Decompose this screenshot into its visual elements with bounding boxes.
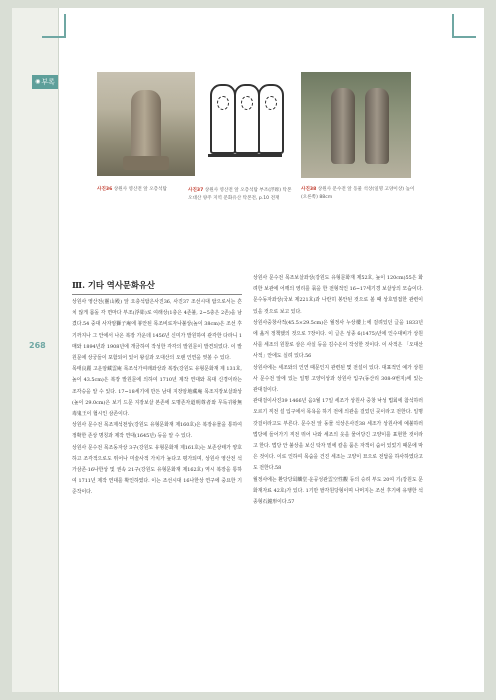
caption-sub: 높이(오른쪽) 88cm [301, 187, 415, 200]
caption-text: 상원사 영산전 앞 오층석탑 [113, 187, 167, 192]
section-tab-label: 부록 [41, 78, 55, 86]
paragraph: 상원사에는 세조와의 인연 때문인지 관련된 몇 전설이 있다. 대표적인 예가 상원사 문수전 앞에 있는 일명 고양이상과 상원사 입구(동산리 308-9번지)에 있는 관대걸이다. [253, 364, 423, 394]
paragraph: 상원사 문수전 목조동자상 3구(강원도 유형문화재 제161호)는 보존상태가 양호하고 조각적으로도 뛰어나 미술사적 가치가 높다고 평가되며, 상원사 영산전 석가삼존·16나한상 및 권속 21구(강원도 유형문화재 제162호) 역시 복장을 통하여 1711년 제작 연대를 확인하였다. 이는 조선시대 16나한상 연구에 중요한 기준작이다. [72, 444, 242, 496]
caption-label: 사진36 [97, 187, 113, 192]
caption-text: 상원사 영산전 앞 오층석탑 부조(浮彫) 탁본 [204, 188, 292, 193]
photo-rubbing [206, 78, 284, 162]
caption-label: 사진38 [301, 187, 317, 192]
caption-photo-36 [97, 186, 195, 194]
photo-stone-pagoda [97, 72, 195, 176]
paragraph: 상원사 영산전(靈山殿) 앞 오층석탑은사진36, 사진37 조선시대 탑으로서는 흔치 않게 몸돌 각 면마다 부조(浮彫)로 여래상(1층은 4존불, 2~5층은 2존)을 남겼다.54 중대 사자암獅子庵에 봉안된 목조비로자나불상(높이 38cm)은 조선 후기까지나 그 안에서 나온 복장 가운데 1456년 신미가 발원하여 관각한 다라니 1매와 1894년과 1908년에 개금하여 작성한 각각의 발원문이 발견되었다. 이 발원문에 상궁들이 포함되어 있어 왕실과 오대산의 오랜 인연을 엿볼 수 있다. [72, 299, 242, 362]
animal-statue [331, 88, 355, 164]
paragraph: 상원사중창사적(45.5×29.5cm)은 월정사 누상樓上에 걸려있던 글을 1833년에 옮겨 정책했의 것으로 7장이다. 이 글은 성종 6(1475)년에 인수대비가 상원사를 세조의 원찰로 삼은 사실 등을 김수온이 작성한 것이다. 이 사적은 「오대산사적」안에도 실려 있다.56 [253, 319, 424, 360]
body-column-right [253, 273, 423, 508]
circle-dot-icon: ◉ [35, 78, 41, 85]
paragraph: 관대걸이사진39 1466년 음3월 17일 세조가 상원사 중창 낙성 법회에 참석하러 오르기 직전 설 입구에서 목욕을 하기 전에 의관을 걸었던 곳이라고 전한다. 일명 갓걸이라고도 부른다. 문수전 앞 동물 석상은사진38 세조가 상원사에 예불하러 법당에 들어가기 직전 뛰어 나와 세조의 옷을 물어당긴 고양이를 표현한 것이라고 한다. 법당 안 불상을 보신 탁자 밑에 칼을 품은 자객이 숨어 있었기 때문에 막은 것이다. 이로 인하여 목숨을 건진 세조는 고양이 묘으로 전답을 하사하였다고도 전한다.58 [253, 398, 423, 472]
pagoda-body [131, 90, 161, 162]
caption-photo-38 [301, 186, 419, 202]
paragraph: 목태良麗 고운암藏雲庵 목조석가여래좌상과 복장(강원도 유형문화재 제 131호, 높이 43.5cm)은 복장 발원문에 의하여 1710년 제작 연대와 목대 신경이라는 조각승을 알 수 있다. 17~18세기에 만든 남대 지장암地藏庵 목조지장보살좌상(높이 29.0cm)은 보기 드문 지장보살 본존에 도명존자道明尊者와 무독귀왕無毒鬼王이 협시인 삼존이다. [72, 366, 242, 418]
crop-mark-top-right [452, 14, 476, 38]
rubbing-figure [258, 84, 284, 154]
rubbing-figure [210, 84, 236, 154]
paragraph: 상원사 문수전 목조제석천상(강원도 유형문화재 제160호)은 복장유물을 통하여 정확한 존상 명칭과 제작 연대(1645년) 등을 알 수 있다. [72, 422, 242, 440]
margin-rule [58, 8, 59, 692]
paragraph: 상원사 문수전 목조보살좌상(강원도 유형문화재 제52호, 높이 120cm)55은 화려한 보관에 어깨의 영리를 묶을 한 전형적인 16~17세기경 보살상의 모습이다. 문수동자좌상(국보 제221호)과 나란히 봉안된 것으로 볼 때 상호밀접한 관련이 있을 것으로 보고 있다. [253, 275, 423, 315]
paragraph: 월정사에는 환당당회麟堂·운공성관雲空性觀 등의 승려 부도 20여 기(강원도 문화재자료 42호)가 있다. 1기만 팔각원당형이며 나머지는 조선 후기에 유행한 석종형石鐘形이다.57 [253, 476, 423, 506]
document-page [12, 8, 484, 692]
crop-mark-top-left [42, 14, 66, 38]
left-margin-band [12, 8, 58, 692]
photo-animal-statues [301, 72, 411, 178]
animal-statue [365, 88, 389, 164]
caption-text: 상원사 문수전 앞 동물 석상(일명 고양이상) [317, 187, 405, 192]
caption-photo-37 [188, 187, 292, 203]
pagoda-base [123, 156, 169, 170]
section-tab [32, 75, 58, 89]
page-number: 268 [29, 341, 46, 350]
body-column-left [72, 297, 242, 499]
rubbing-figure [234, 84, 260, 154]
section-heading: Ⅲ. 기타 역사문화유산 [72, 279, 242, 295]
caption-sub: 오대산 양주 지역 문화유산 탁본전, p.10 전재 [188, 196, 280, 201]
rubbing-base-line [208, 154, 282, 157]
caption-label: 사진37 [188, 188, 204, 193]
